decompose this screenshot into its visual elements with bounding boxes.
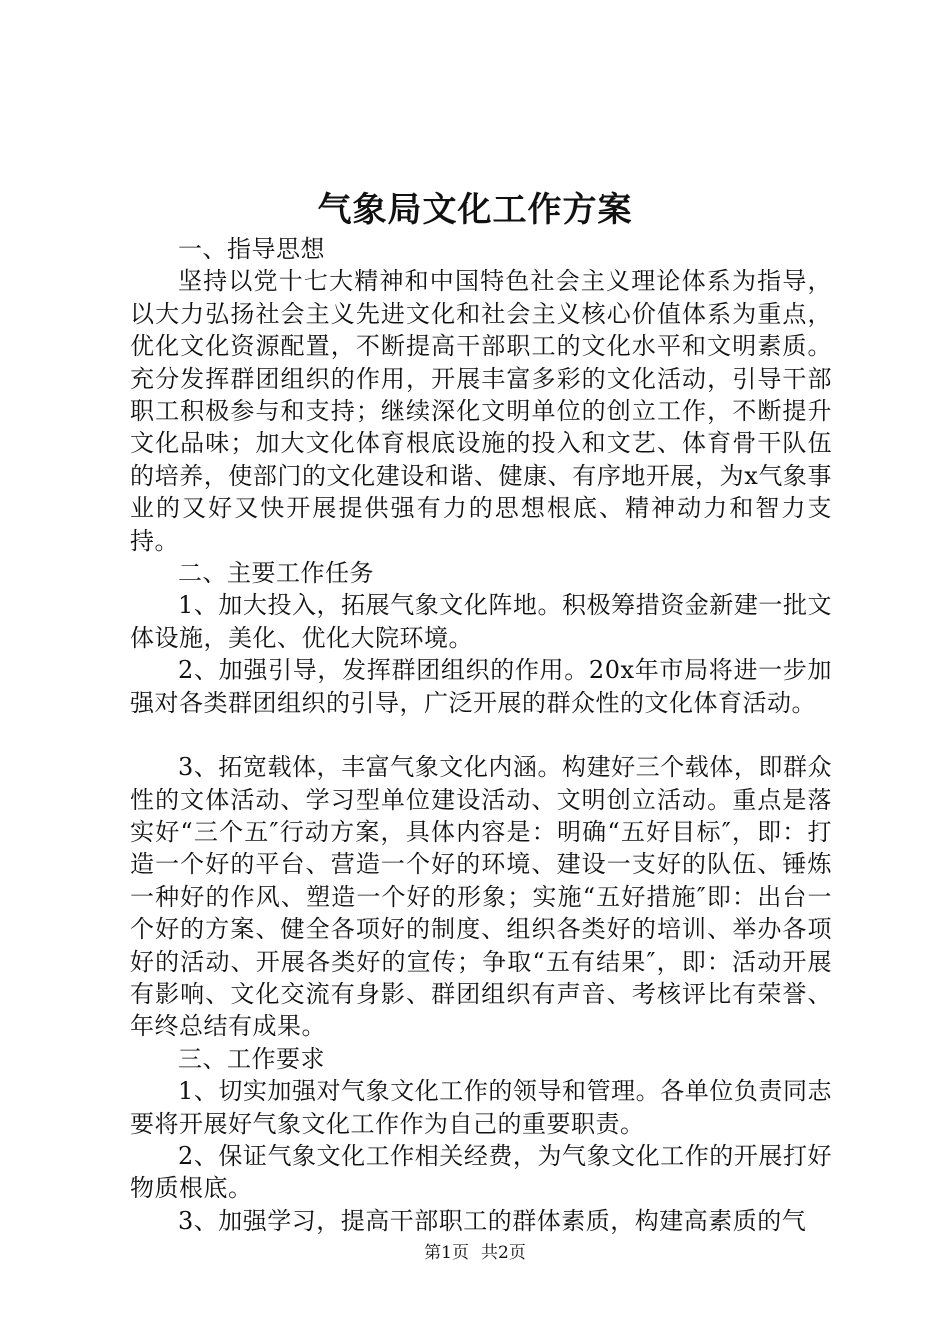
paragraph-guiding-ideology: 坚持以党十七大精神和中国特色社会主义理论体系为指导，以大力弘扬社会主义先进文化和社会主义核心价值体系为重点，优化文化资源配置，不断提高干部职工的文化水平和文明素质。充分发挥群团组织的作用，开展丰富多彩的文化活动，引导干部职工积极参与和支持；继续深化文明单位的创立工作，不断提升文化品味；加大文化体育根底设施的投入和文艺、体育骨干队伍的培养，使部门的文化建设和谐、健康、有序地开展，为x气象事业的又好又快开展提供强有力的思想根底、精神动力和智力支持。 (130, 267, 832, 555)
paragraph-requirement-3: 3、加强学习，提高干部职工的群体素质，构建高素质的气 (178, 1206, 807, 1235)
section-heading-requirements: 三、工作要求 (178, 1044, 325, 1073)
document-body (130, 233, 832, 1237)
paragraph-requirement-1: 1、切实加强对气象文化工作的领导和管理。各单位负责同志要将开展好气象文化工作作为自己的重要职责。 (130, 1077, 832, 1138)
page-total: 共2页 (481, 1243, 526, 1263)
section-heading-guiding-ideology: 一、指导思想 (178, 235, 325, 263)
section-heading-main-tasks: 二、主要工作任务 (178, 559, 374, 588)
page-footer (0, 1241, 950, 1265)
paragraph-requirement-2: 2、保证气象文化工作相关经费，为气象文化工作的开展打好物质根底。 (130, 1141, 832, 1203)
paragraph-task-2: 2、加强引导，发挥群团组织的作用。20x年市局将进一步加强对各类群团组织的引导，广泛开展的群众性的文化体育活动。 (130, 656, 832, 717)
page-number: 第1页 (424, 1243, 469, 1263)
paragraph-task-1: 1、加大投入，拓展气象文化阵地。积极筹措资金新建一批文体设施，美化、优化大院环境。 (130, 591, 832, 652)
document-title: 气象局文化工作方案 (317, 190, 633, 230)
paragraph-task-3: 3、拓宽载体，丰富气象文化内涵。构建好三个载体，即群众性的文体活动、学习型单位建设活动、文明创立活动。重点是落实好“三个五″行动方案，具体内容是：明确“五好目标″，即：打造一个好的平台、营造一个好的环境、建设一支好的队伍、锤炼一种好的作风、塑造一个好的形象；实施“五好措施″即：出台一个好的方案、健全各项好的制度、组织各类好的培训、举办各项好的活动、开展各类好的宣传；争取“五有结果″，即：活动开展有影响、文化交流有身影、群团组织有声音、考核评比有荣誉、年终总结有成果。 (130, 753, 832, 1041)
